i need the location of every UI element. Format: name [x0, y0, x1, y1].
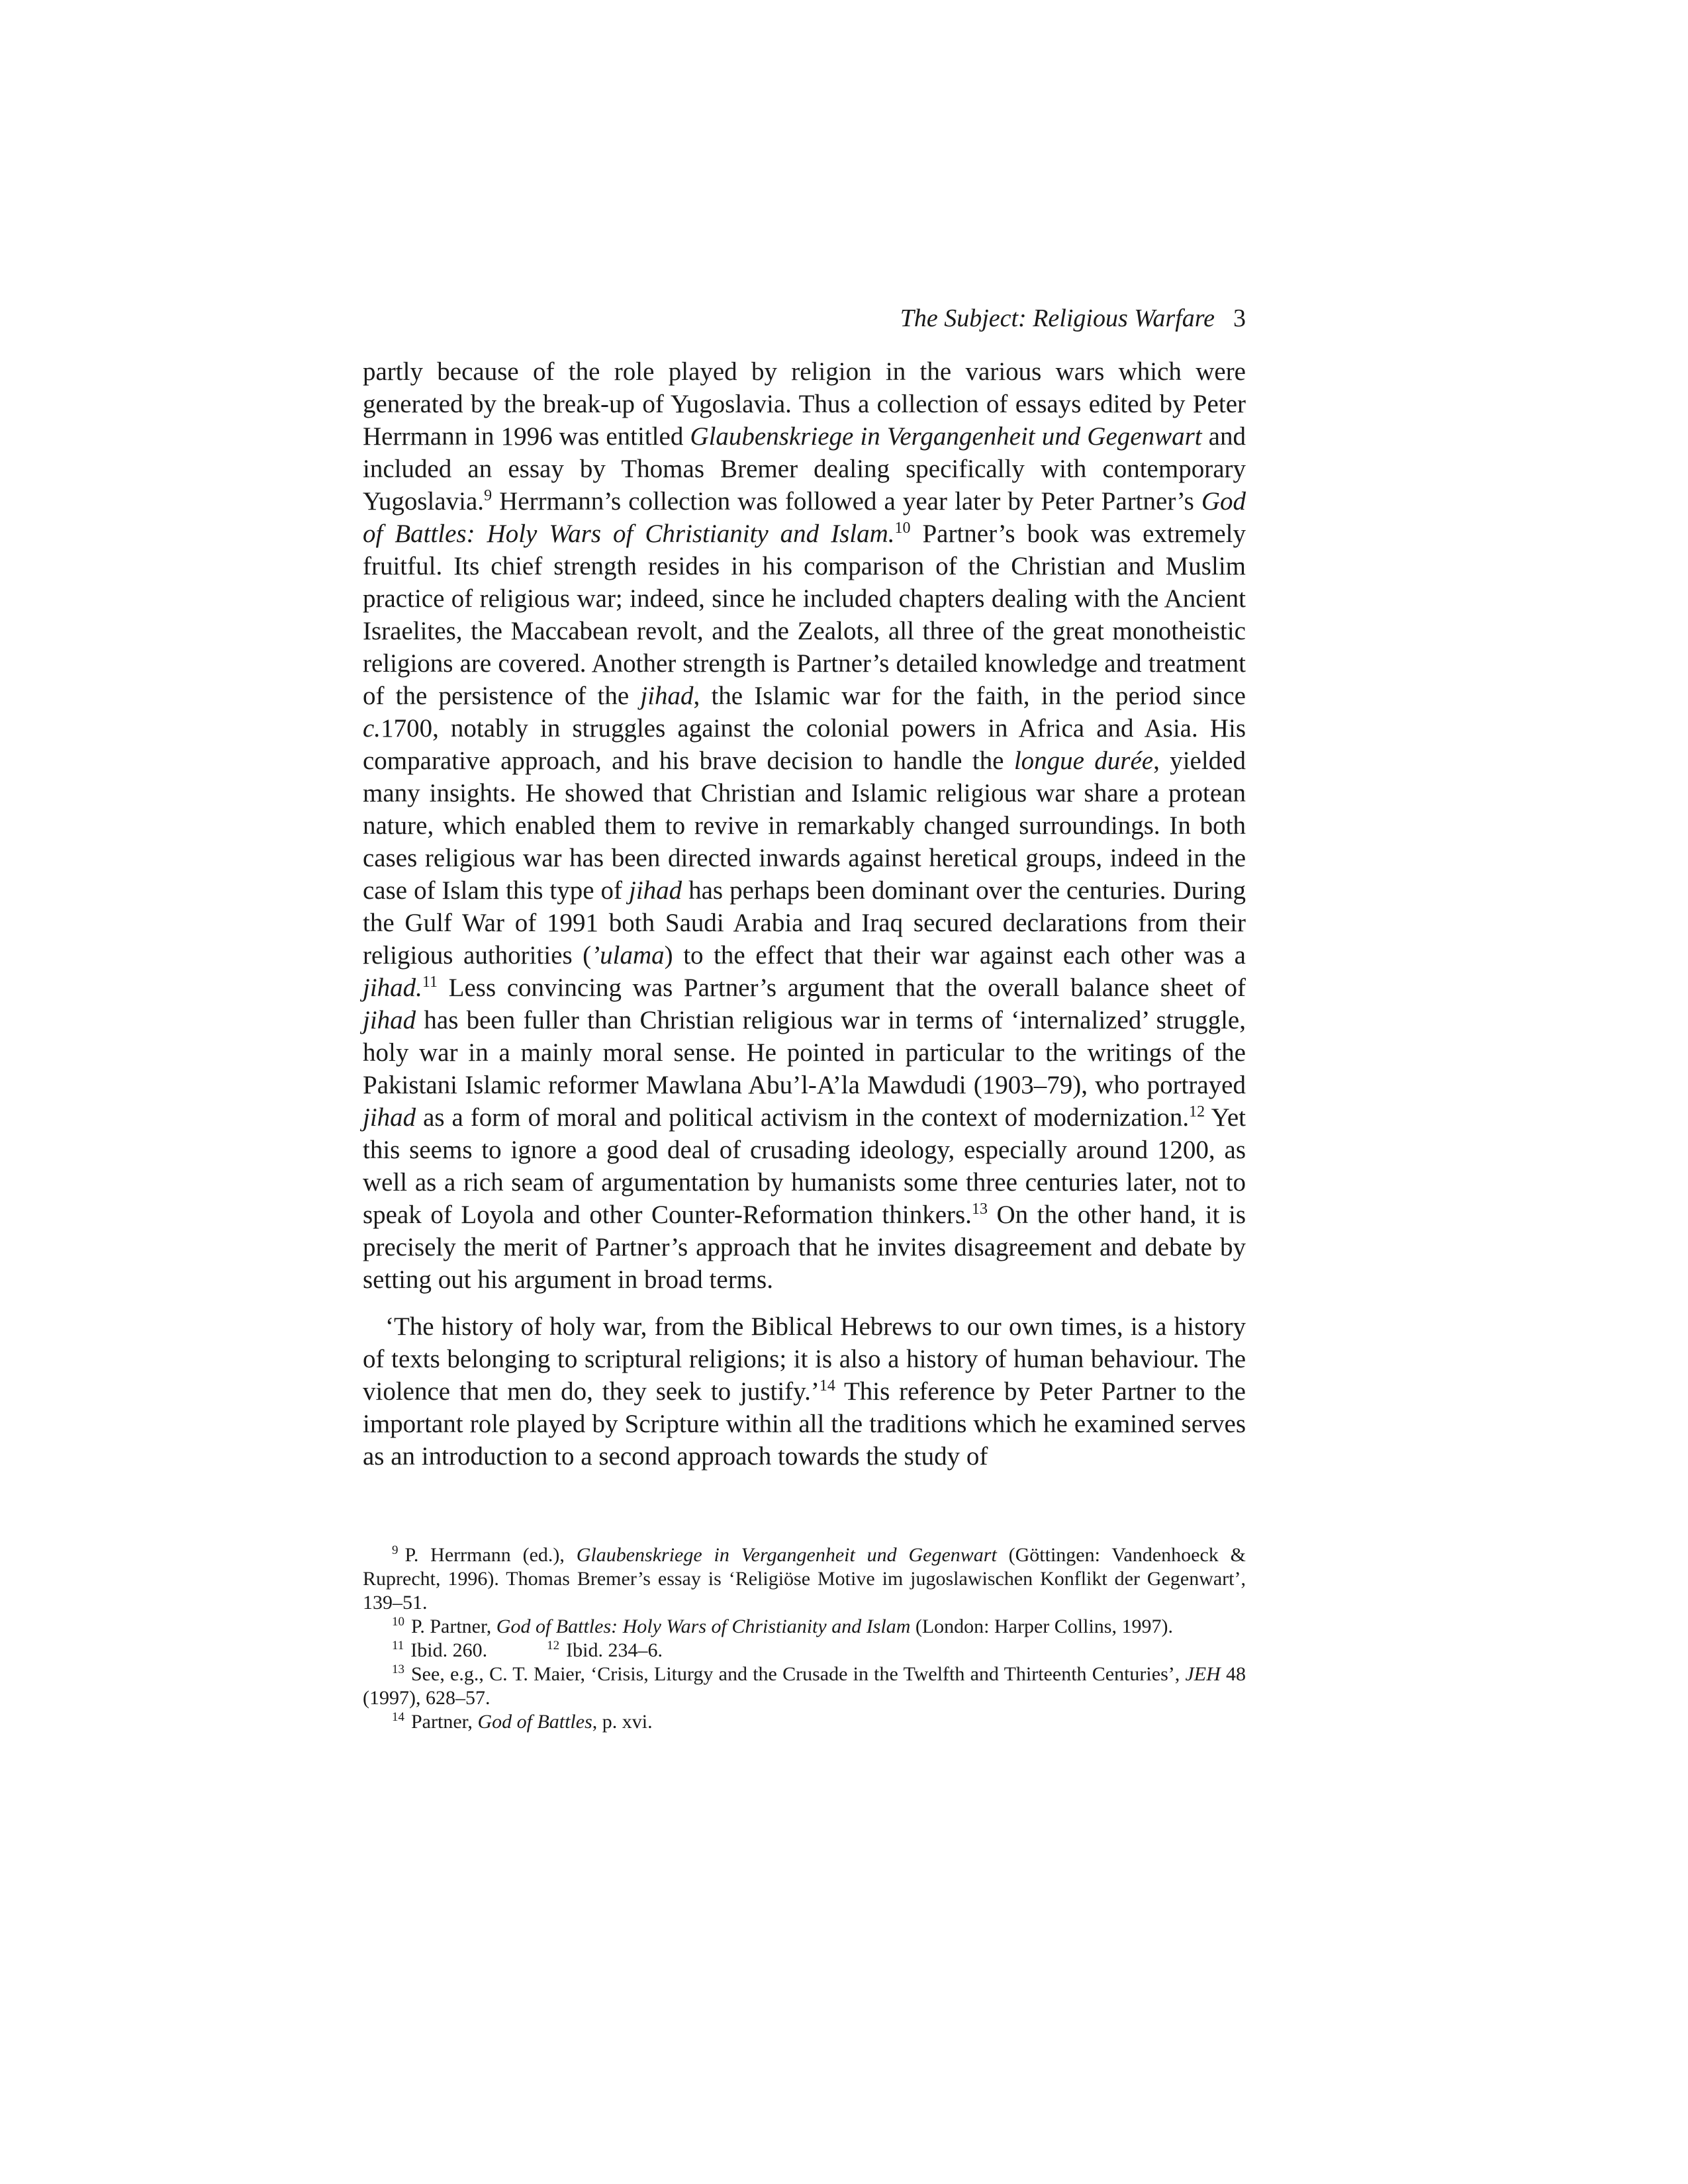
footnote-text: P. Herrmann (ed.), — [404, 1544, 577, 1566]
footnote-number: 10 — [392, 1615, 404, 1629]
footnote-text: (Göttingen: Vandenhoeck & Ruprecht, 1996). Thomas Bremer’s essay is ‘Religiöse Motive im jugoslawischen Konflikt der Gegenwart’, 139–51. — [363, 1544, 1246, 1614]
footnote-ref-14[interactable]: 14 — [819, 1377, 835, 1394]
italic-term: jihad — [363, 1103, 416, 1132]
footnote-title: God of Battles — [477, 1711, 592, 1733]
footnote-ref-13[interactable]: 13 — [971, 1201, 988, 1218]
footnote-number: 11 — [392, 1639, 404, 1653]
running-title: The Subject: Religious Warfare — [900, 304, 1215, 332]
footnote-text: Partner, — [411, 1711, 478, 1733]
footnote-text: P. Partner, — [411, 1615, 496, 1637]
text-run: partly because of the role played by religion in the various wars which were generated by the break-up of Yugoslavia. Thus a collection of essays edited by Peter Herrmann in 1996 was entitled — [363, 357, 1246, 451]
running-head — [363, 298, 1246, 338]
text-run: ) to the effect that their war against each other was a — [664, 941, 1246, 970]
book-title: Glaubenskriege in Vergangenheit und Gegenwart — [690, 422, 1202, 451]
italic-term: jihad — [640, 682, 694, 710]
text-run: Yet this seems to ignore a good deal of crusading ideology, especially around 1200, as well as a rich seam of argumentation by humanists some three centuries later, not to speak of Loyola and other Counter-Reformation thinkers. — [363, 1103, 1246, 1229]
text-run: Herrmann’s collection was followed a year later by Peter Partner’s — [492, 487, 1201, 516]
footnote-ref-12[interactable]: 12 — [1189, 1103, 1205, 1120]
footnote-11-12 — [363, 1639, 1246, 1662]
italic-term: jihad — [363, 1006, 416, 1034]
paragraph-2 — [363, 1310, 1246, 1473]
footnote-ref-9[interactable]: 9 — [484, 487, 492, 504]
text-run: Less convincing was Partner’s argument that the overall balance sheet of — [438, 974, 1246, 1002]
text-run: Partner’s book was extremely fruitful. Its chief strength resides in his comparison of the Christian and Muslim practice of religious war; indeed, since he included chapters dealing with the Ancient Israelites, the Maccabean revolt, and the Zealots, all three of the great monotheistic religions are covered. Another strength is Partner’s detailed knowledge and treatment of the persistence of the — [363, 520, 1246, 710]
italic-term: longue durée — [1013, 747, 1154, 775]
footnote-number: 14 — [392, 1710, 404, 1724]
footnote-10 — [363, 1615, 1246, 1639]
text-run: as a form of moral and political activism in the context of modernization. — [416, 1103, 1190, 1132]
text-run: and included an essay by Thomas Bremer dealing specifically with contemporary Yugoslavia. — [363, 422, 1246, 516]
footnote-text: See, e.g., C. T. Maier, ‘Crisis, Liturgy and the Crusade in the Twelfth and Thirteenth Centuries’, — [411, 1663, 1186, 1685]
footnote-text: (London: Harper Collins, 1997). — [910, 1615, 1173, 1637]
footnote-text: Ibid. 234–6. — [566, 1639, 663, 1661]
footnote-9 — [363, 1543, 1246, 1615]
footnote-number: 12 — [547, 1639, 560, 1653]
book-title: God of Battles: Holy Wars of Christianity and Islam. — [363, 487, 1246, 548]
text-run: has perhaps been dominant over the centuries. During the Gulf War of 1991 both Saudi Arabia and Iraq secured declarations from their religious authorities ( — [363, 876, 1246, 970]
footnotes — [363, 1543, 1246, 1734]
page-number: 3 — [1233, 304, 1246, 332]
footnote-13 — [363, 1662, 1246, 1710]
footnote-number: 13 — [392, 1662, 404, 1676]
text-run: On the other hand, it is precisely the merit of Partner’s approach that he invites disagreement and debate by setting out his argument in broad terms. — [363, 1201, 1246, 1294]
page-body — [363, 298, 1246, 1473]
quotation: ‘The history of holy war, from the Biblical Hebrews to our own times, is a history of texts belonging to scriptural religions; it is also a history of human behaviour. The violence that men do, they seek to justify.’ — [363, 1312, 1246, 1406]
footnote-number: 9 — [392, 1543, 399, 1557]
footnote-14 — [363, 1710, 1246, 1734]
italic-term: c. — [363, 714, 381, 743]
journal-abbrev: JEH — [1185, 1663, 1221, 1685]
text-run: This reference by Peter Partner to the important role played by Scripture within all the traditions which he examined serves as an introduction to a second approach towards the study of — [363, 1377, 1246, 1471]
text-run: has been fuller than Christian religious war in terms of ‘internalized’ struggle, holy war in a mainly moral sense. He pointed in particular to the writings of the Pakistani Islamic reformer Mawlana Abu’l-A’la Mawdudi (1903–79), who portrayed — [363, 1006, 1246, 1099]
main-text — [363, 355, 1246, 1473]
text-run: , yielded many insights. He showed that Christian and Islamic religious war share a protean nature, which enabled them to revive in remarkably changed surroundings. In both cases religious war has been directed inwards against heretical groups, indeed in the case of Islam this type of — [363, 747, 1246, 905]
footnote-title: God of Battles: Holy Wars of Christianity and Islam — [496, 1615, 911, 1637]
footnote-text: 48 (1997), 628–57. — [363, 1663, 1246, 1709]
footnote-title: Glaubenskriege in Vergangenheit und Gegenwart — [576, 1544, 997, 1566]
italic-term: jihad. — [363, 974, 422, 1002]
footnote-ref-10[interactable]: 10 — [894, 520, 911, 537]
italic-term: jihad — [628, 876, 682, 905]
paragraph-1 — [363, 355, 1246, 1296]
text-run: , the Islamic war for the faith, in the period since — [693, 682, 1246, 710]
italic-term: ’ulama — [591, 941, 665, 970]
footnote-ref-11[interactable]: 11 — [422, 974, 438, 991]
footnote-text: , p. xvi. — [592, 1711, 653, 1733]
text-run: 1700, notably in struggles against the colonial powers in Africa and Asia. His comparative approach, and his brave decision to handle the — [363, 714, 1246, 775]
footnote-text: Ibid. 260. — [410, 1639, 488, 1661]
